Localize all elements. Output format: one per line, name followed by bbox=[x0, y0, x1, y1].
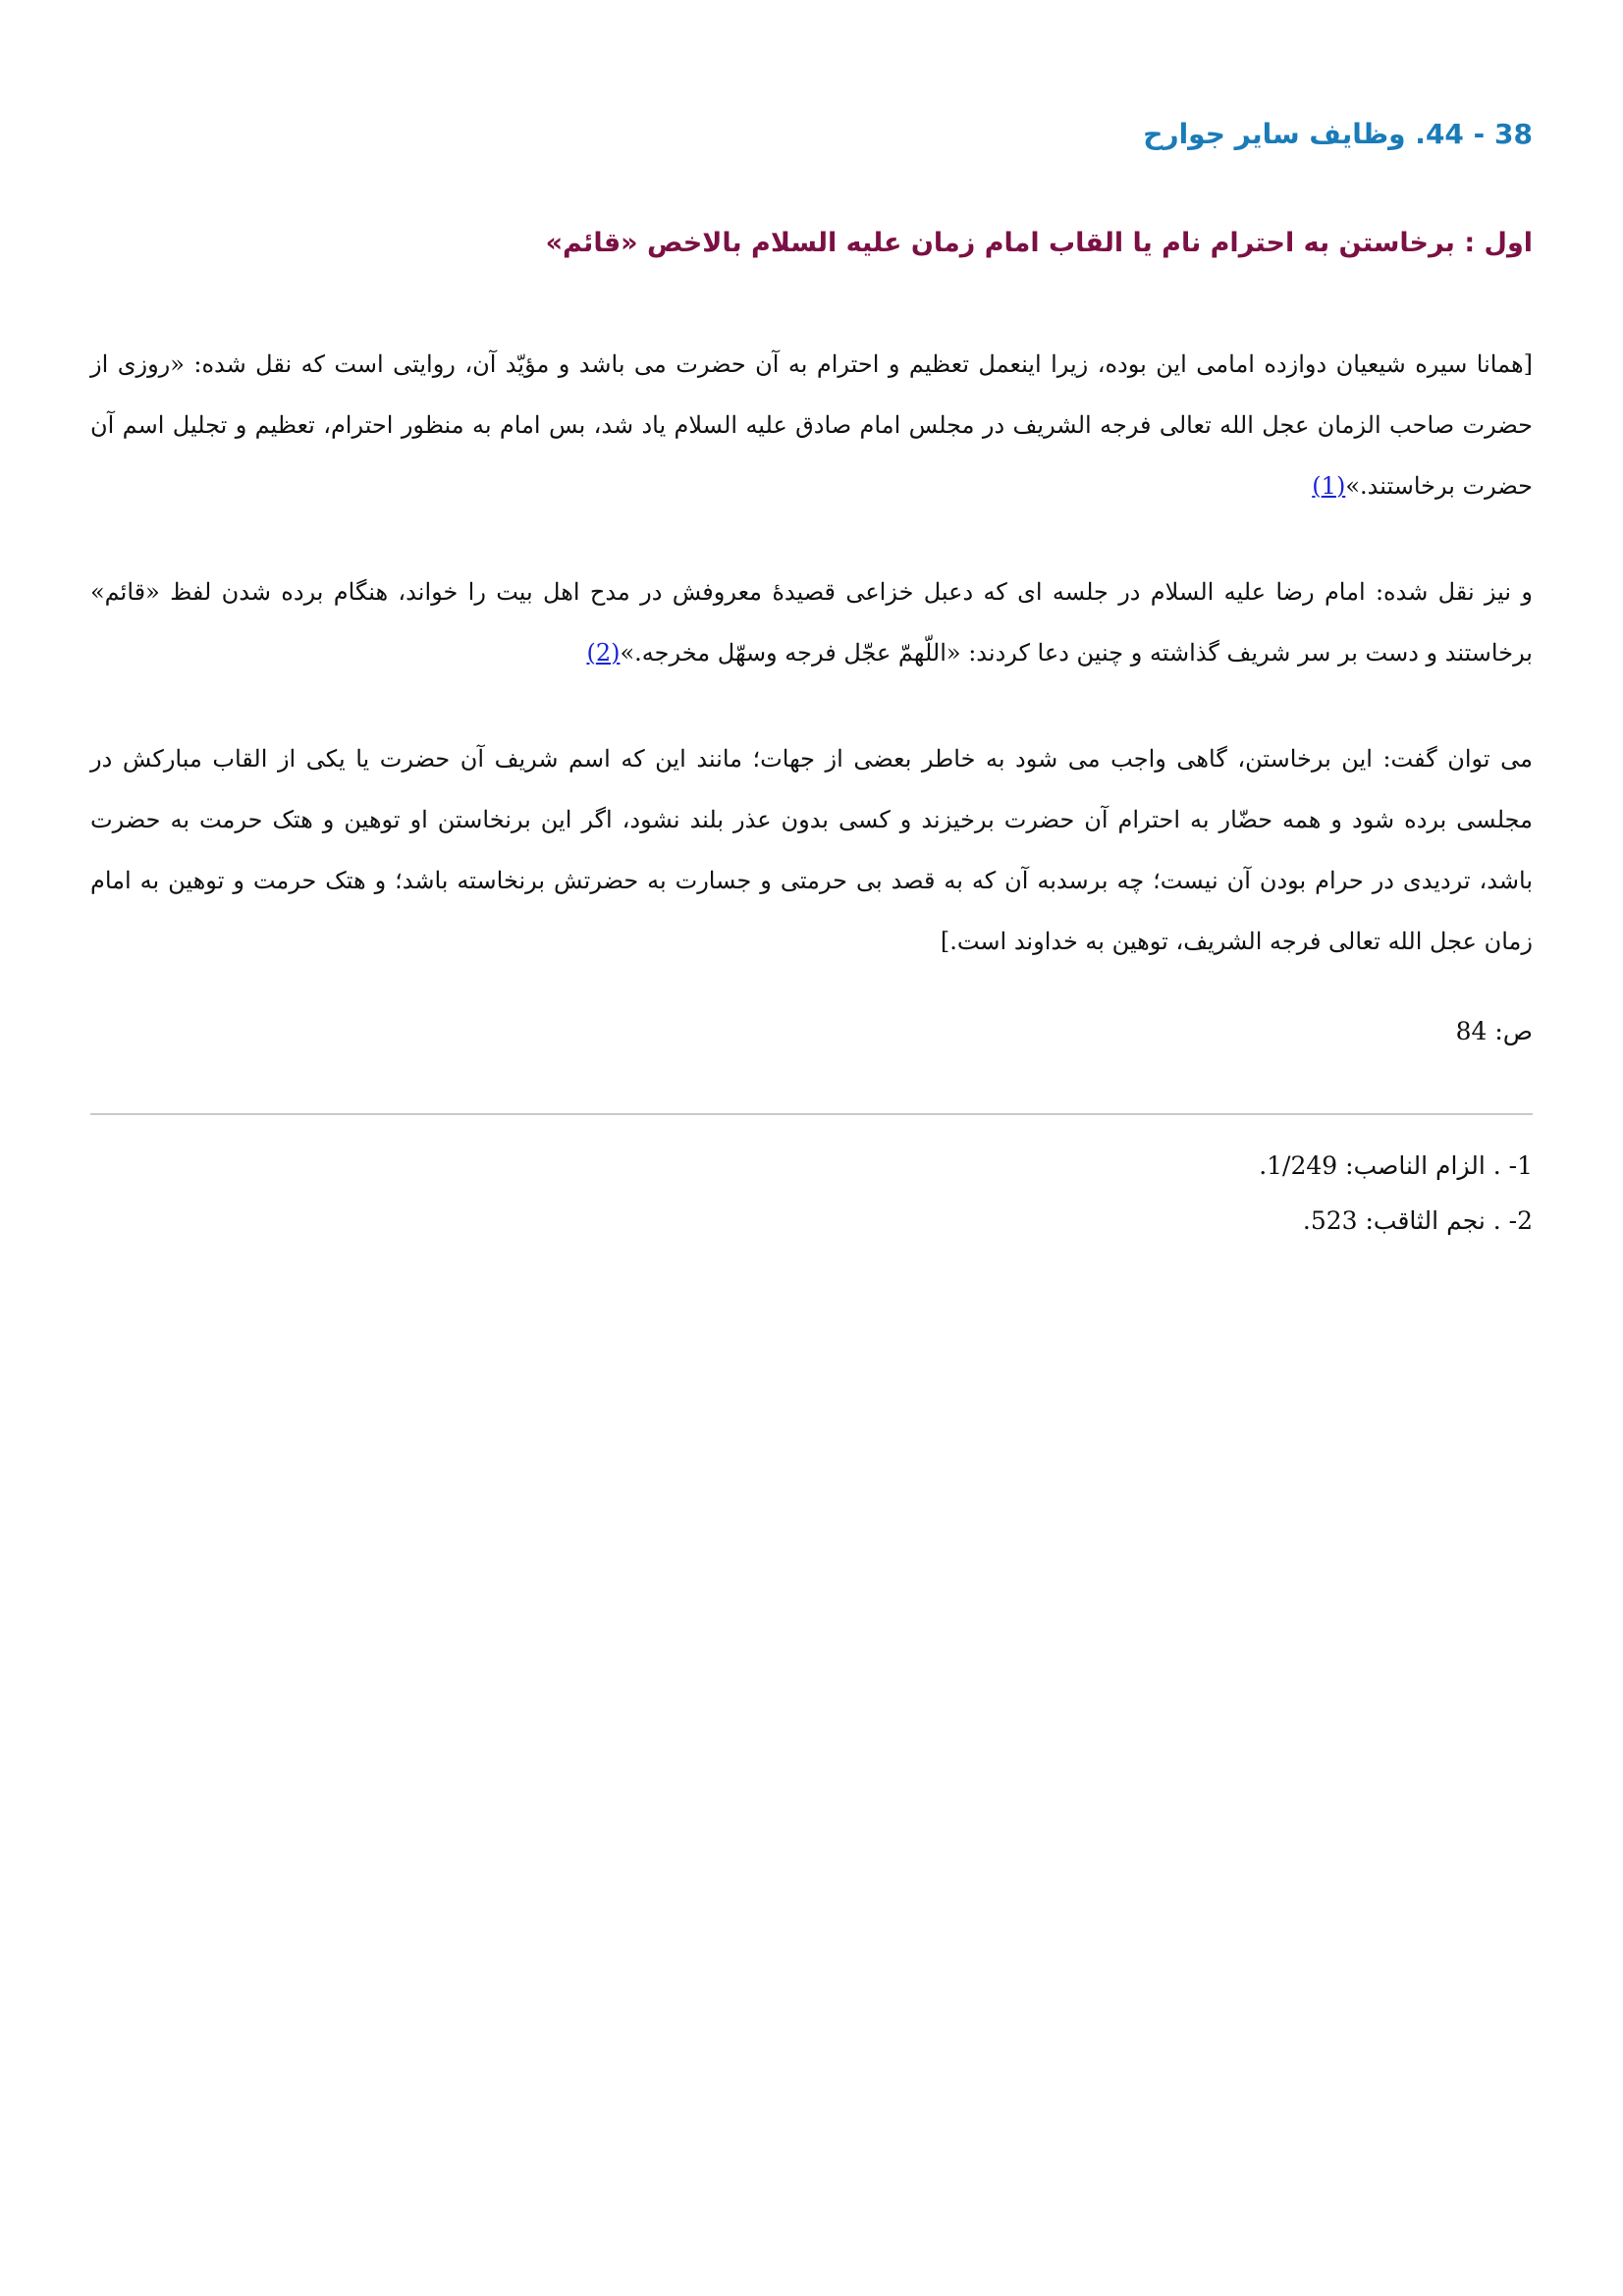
section-heading: 38 - 44. وظایف سایر جوارح bbox=[1143, 118, 1533, 150]
footnote-link-1[interactable]: (1) bbox=[1312, 472, 1346, 500]
paragraph-text: می توان گفت: این برخاستن، گاهی واجب می شود به خاطر بعضی از جهات؛ مانند این که اسم شریف آن حضرت یا یکی از القاب مبارکش در مجلسی برده شود و همه حضّار به احترام آن حضرت برخیزند و کسی بدون عذر بلند نشود، اگر این برنخاستن او توهین و هتک حرمت به حضرت باشد، تردیدی در حرام بودن آن نیست؛ چه برسدبه آن که به قصد بی حرمتی و جسارت به حضرتش برنخاسته باشد؛ و هتک حرمت و توهین به امام زمان عجل الله تعالی فرجه الشریف، توهین به خداوند است.] bbox=[90, 745, 1533, 955]
paragraph-2 bbox=[90, 561, 1533, 683]
footnote-item-1: 1- . الزام الناصب: 1/249. bbox=[1259, 1151, 1533, 1180]
footnote-link-2[interactable]: (2) bbox=[586, 639, 621, 667]
page-number: ص: 84 bbox=[1455, 1017, 1533, 1045]
paragraph-3 bbox=[90, 728, 1533, 972]
subsection-heading: اول : برخاستن به احترام نام یا القاب امام زمان علیه السلام بالاخص «قائم» bbox=[545, 228, 1533, 258]
footnotes-list bbox=[90, 1139, 1533, 1249]
paragraph-1 bbox=[90, 334, 1533, 516]
paragraph-text: [همانا سیره شیعیان دوازده امامی این بوده، زیرا اینعمل تعظیم و احترام به آن حضرت می باشد و مؤیّد آن، روایتی است که نقل شده: «روزی از حضرت صاحب الزمان عجل الله تعالی فرجه الشریف در مجلس امام صادق علیه السلام یاد شد، بس امام به منظور احترام، تعظیم و تجلیل اسم آن حضرت برخاستند.» bbox=[90, 350, 1533, 500]
footnote-divider bbox=[90, 1113, 1533, 1115]
footnote-item-2: 2- . نجم الثاقب: 523. bbox=[1302, 1206, 1533, 1235]
paragraph-text: و نیز نقل شده: امام رضا علیه السلام در جلسه ای که دعبل خزاعی قصیدهٔ معروفش در مدح اهل بیت را خواند، هنگام برده شدن لفظ «قائم» برخاستند و دست بر سر شریف گذاشته و چنین دعا کردند: «اللّهمّ عجّل فرجه وسهّل مخرجه.» bbox=[90, 578, 1533, 667]
document-page bbox=[90, 0, 1533, 2296]
body-text bbox=[90, 334, 1533, 1017]
